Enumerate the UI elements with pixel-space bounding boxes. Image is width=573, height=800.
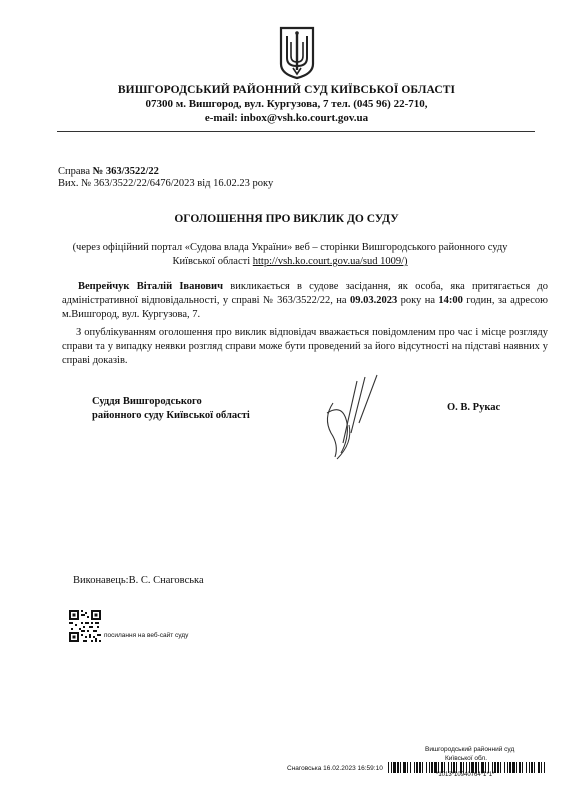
barcode-bar bbox=[504, 762, 505, 773]
court-name: ВИШГОРОДСЬКИЙ РАЙОННИЙ СУД КИЇВСЬКОЇ ОБЛАСТІ bbox=[117, 84, 456, 96]
publication-note bbox=[60, 241, 520, 269]
summons-paragraph: Вепрейчук Віталій Іванович викликається в судове засідання, як особа, яка притягається до адміністративної відповідальності, у справі № 363/3522/22, на 09.03.2023 року на 14:00 годин, за адресою м.Вишгород, вул. Кургузова, 7. bbox=[62, 281, 548, 320]
outgoing-number: Вих. № 363/3522/22/6476/2023 від 16.02.23 року bbox=[58, 178, 274, 189]
stamp-court: Вишгородський районний суд bbox=[425, 746, 515, 753]
stamp-datetime: Снаговська 16.02.2023 16:59:10 bbox=[287, 765, 383, 772]
barcode-bar bbox=[522, 762, 523, 773]
case-number-value: № 363/3522/22 bbox=[92, 166, 159, 177]
barcode-bar bbox=[519, 762, 521, 773]
document-title: ОГОЛОШЕННЯ ПРО ВИКЛИК ДО СУДУ bbox=[174, 213, 399, 225]
barcode-bar bbox=[400, 762, 401, 773]
barcode-bar bbox=[526, 762, 527, 773]
handwritten-signature bbox=[313, 373, 388, 463]
stamp-region: Київської обл. bbox=[445, 755, 488, 762]
hearing-date: 09.03.2023 bbox=[349, 295, 398, 306]
executor-line: Виконавець:В. С. Снаговська bbox=[73, 575, 204, 586]
barcode-bar bbox=[516, 762, 517, 773]
barcode-bar bbox=[529, 762, 530, 773]
barcode-bar bbox=[422, 762, 423, 773]
hearing-time: 14:00 bbox=[438, 295, 463, 306]
barcode-bar bbox=[416, 762, 418, 773]
publication-text: (через офіційний портал «Судова влада України» веб – сторінки Вишгородського районного суду Київської області bbox=[72, 242, 508, 267]
barcode-bar bbox=[431, 762, 433, 773]
barcode-bar bbox=[507, 762, 508, 773]
court-email: e-mail: inbox@vsh.ko.court.gov.ua bbox=[204, 112, 369, 124]
case-number bbox=[58, 166, 159, 177]
barcode-bar bbox=[509, 762, 511, 773]
barcode-bar bbox=[388, 762, 389, 773]
court-website-link[interactable]: http://vsh.ko.court.gov.ua/sud 1009/) bbox=[252, 256, 408, 267]
case-label: Справа bbox=[58, 166, 93, 177]
barcode-bar bbox=[512, 762, 515, 773]
barcode-bar bbox=[497, 762, 499, 773]
barcode-bar bbox=[391, 762, 392, 773]
qr-note: посилання на веб-сайт суду bbox=[104, 632, 189, 639]
barcode-bar bbox=[538, 762, 540, 773]
barcode-bar bbox=[541, 762, 542, 773]
barcode-bar bbox=[419, 762, 421, 773]
barcode-bar bbox=[500, 762, 501, 773]
barcode-bar bbox=[534, 762, 535, 773]
barcode-bar bbox=[414, 762, 415, 773]
barcode-bar bbox=[397, 762, 399, 773]
header-divider bbox=[57, 131, 535, 132]
coat-of-arms-icon bbox=[277, 24, 317, 80]
judge-name: О. В. Рукас bbox=[447, 402, 501, 413]
summoned-person-name: Вепрейчук Віталій Іванович bbox=[78, 281, 224, 292]
barcode-bar bbox=[531, 762, 533, 773]
court-address: 07300 м. Вишгород, вул. Кургузова, 7 тел. (045 96) 22-710, bbox=[145, 98, 428, 110]
qr-code[interactable] bbox=[68, 609, 102, 643]
barcode-bar bbox=[393, 762, 396, 773]
barcode-bar bbox=[410, 762, 411, 773]
barcode-bar bbox=[429, 762, 430, 773]
stamp-barcode-number: *1013*10940764*1*1* bbox=[436, 772, 495, 778]
notice-paragraph: З опублікуванням оголошення про виклик відповідач вважається повідомленим про час і місце розгляду справи та у випадку неявки розгляд справи може бути проведений за його відсутності на підставі наявних у справі доказів. bbox=[62, 327, 548, 366]
barcode-bar bbox=[544, 762, 545, 773]
barcode-bar bbox=[426, 762, 427, 773]
barcode-bar bbox=[403, 762, 406, 773]
barcode-bar bbox=[407, 762, 408, 773]
judge-title: Суддя Вишгородського районного суду Київської області bbox=[92, 396, 250, 421]
